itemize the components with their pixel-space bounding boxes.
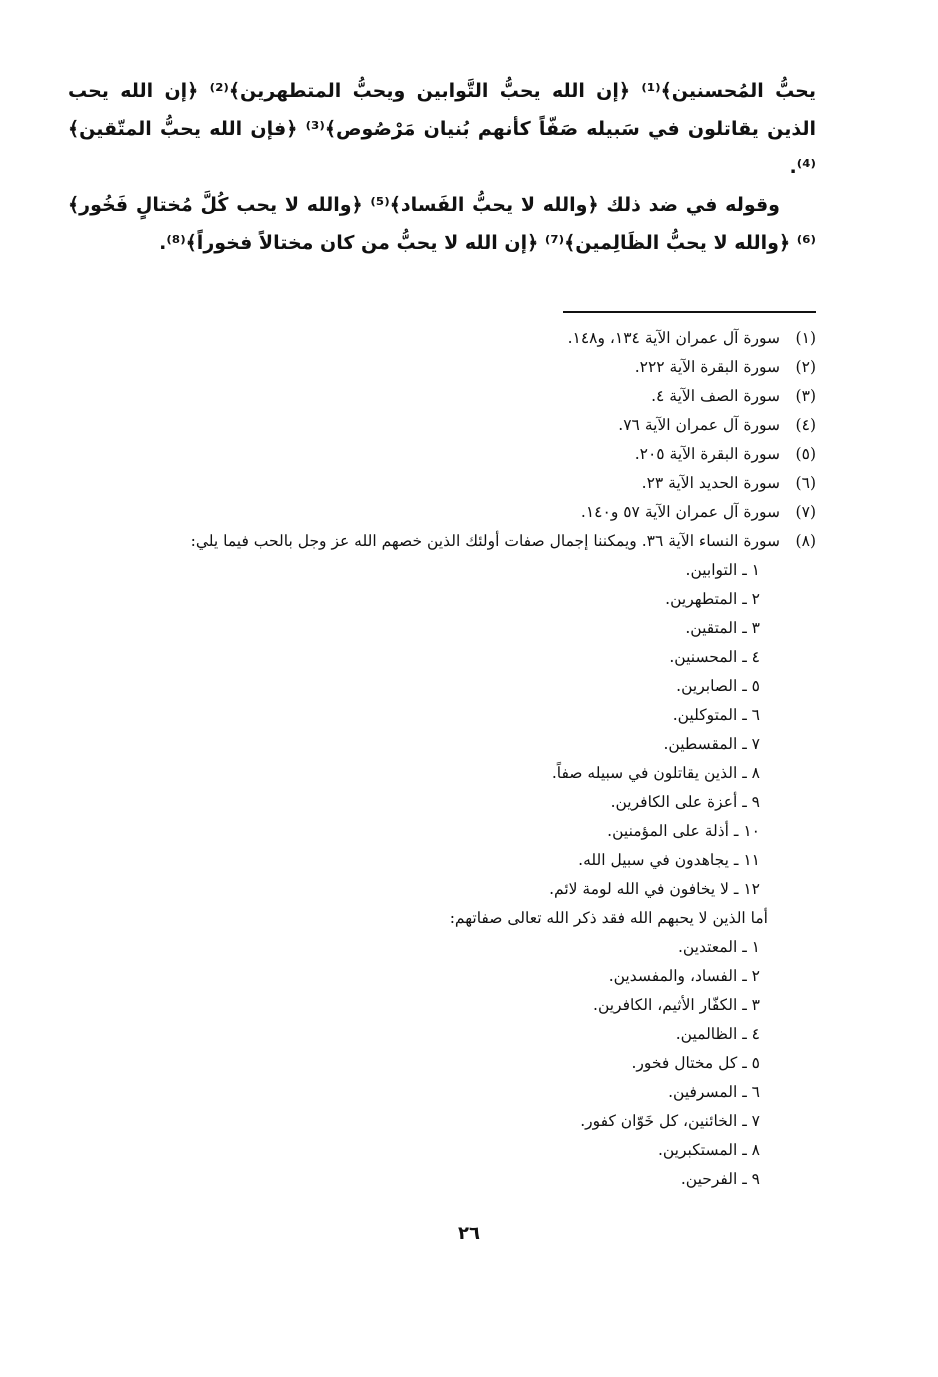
footnote-divider	[563, 311, 816, 313]
list-item: ٢ ـ الفساد، والمفسدين.	[608, 967, 760, 985]
list-item: ٣ ـ المتقين.	[685, 619, 760, 637]
list-item: ٨ ـ المستكبرين.	[657, 1141, 760, 1159]
main-paragraph-1: يحبُّ المُحسنين﴾⁽¹⁾ ﴿إن الله يحبُّ التَّوابين ويحبُّ المتطهرين﴾⁽²⁾ ﴿إن الله يحب الذين يقاتلون في سَبيله صَفّاً كأنهم بُنيان مَرْصُوص﴾⁽³⁾ ﴿فإن الله يحبُّ المتّقين﴾⁽⁴⁾.	[68, 80, 817, 178]
list-item: ١٢ ـ لا يخافون في الله لومة لائم.	[549, 880, 760, 898]
footnote-text: سورة آل عمران الآية ١٣٤، و١٤٨.	[567, 329, 780, 347]
list-item: ٨ ـ الذين يقاتلون في سبيله صفاً.	[551, 764, 760, 782]
footnote-text: سورة النساء الآية ٣٦. ويمكننا إجمال صفات أولئك الذين خصهم الله عز وجل بالحب فيما يلي:	[190, 532, 780, 550]
list-item: ٢ ـ المتطهرين.	[665, 590, 760, 608]
list-item: ١ ـ التوابين.	[685, 561, 760, 579]
unloved-heading: أما الذين لا يحبهم الله فقد ذكر الله تعالى صفاتهم:	[449, 909, 768, 927]
footnote-text: سورة الصف الآية ٤.	[651, 387, 780, 405]
list-item: ١ ـ المعتدين.	[677, 938, 760, 956]
loved-traits-list	[40, 556, 760, 904]
list-item: ٤ ـ الظالمين.	[675, 1025, 760, 1043]
list-item: ١١ ـ يجاهدون في سبيل الله.	[578, 851, 760, 869]
footnote-text: سورة البقرة الآية ٢٠٥.	[634, 445, 780, 463]
footnote-text: سورة آل عمران الآية ٥٧ و١٤٠.	[580, 503, 780, 521]
footnote	[40, 353, 816, 382]
footnote	[40, 382, 816, 411]
list-item: ٩ ـ الفرحين.	[680, 1170, 760, 1188]
list-item: ٦ ـ المتوكلين.	[672, 706, 760, 724]
footnote	[40, 411, 816, 440]
footnote-text: سورة الحديد الآية ٢٣.	[641, 474, 780, 492]
list-item: ٣ ـ الكفّار الأثيم، الكافرين.	[593, 996, 760, 1014]
list-item: ٧ ـ المقسطين.	[663, 735, 760, 753]
footnote-number: (٢)	[795, 358, 816, 376]
footnote-number: (٣)	[795, 387, 816, 405]
footnote-number: (٨)	[795, 532, 816, 550]
footnote	[40, 498, 816, 527]
unloved-traits-list	[40, 933, 760, 1194]
footnote-number: (٦)	[795, 474, 816, 492]
list-item: ٥ ـ كل مختال فخور.	[631, 1054, 760, 1072]
list-item: ٩ ـ أعزة على الكافرين.	[610, 793, 760, 811]
footnote	[40, 469, 816, 498]
page-number: ٢٦	[458, 1223, 480, 1244]
footnotes	[40, 324, 816, 1194]
main-paragraph-2: وقوله في ضد ذلك ﴿والله لا يحبُّ الفَساد﴾⁽⁵⁾ ﴿والله لا يحب كُلَّ مُختالٍ فَخُور﴾⁽⁶⁾ ﴿والله لا يحبُّ الظَالِمين﴾⁽⁷⁾ ﴿إن الله لا يحبُّ من كان مختالاً فخوراً﴾⁽⁸⁾.	[68, 194, 816, 254]
footnote-number: (٤)	[795, 416, 816, 434]
footnote-text: سورة البقرة الآية ٢٢٢.	[634, 358, 780, 376]
footnote-number: (٥)	[795, 445, 816, 463]
main-text	[68, 72, 816, 262]
list-item: ٧ ـ الخائنين، كل خَوّان كفور.	[580, 1112, 760, 1130]
footnote-number: (١)	[795, 329, 816, 347]
list-item: ٥ ـ الصابرين.	[676, 677, 760, 695]
list-item: ٤ ـ المحسنين.	[669, 648, 760, 666]
footnote	[40, 440, 816, 469]
list-item: ١٠ ـ أذلة على المؤمنين.	[607, 822, 760, 840]
footnote-number: (٧)	[795, 503, 816, 521]
footnote-text: سورة آل عمران الآية ٧٦.	[618, 416, 780, 434]
list-item: ٦ ـ المسرفين.	[668, 1083, 760, 1101]
footnote	[40, 527, 816, 556]
footnote	[40, 324, 816, 353]
